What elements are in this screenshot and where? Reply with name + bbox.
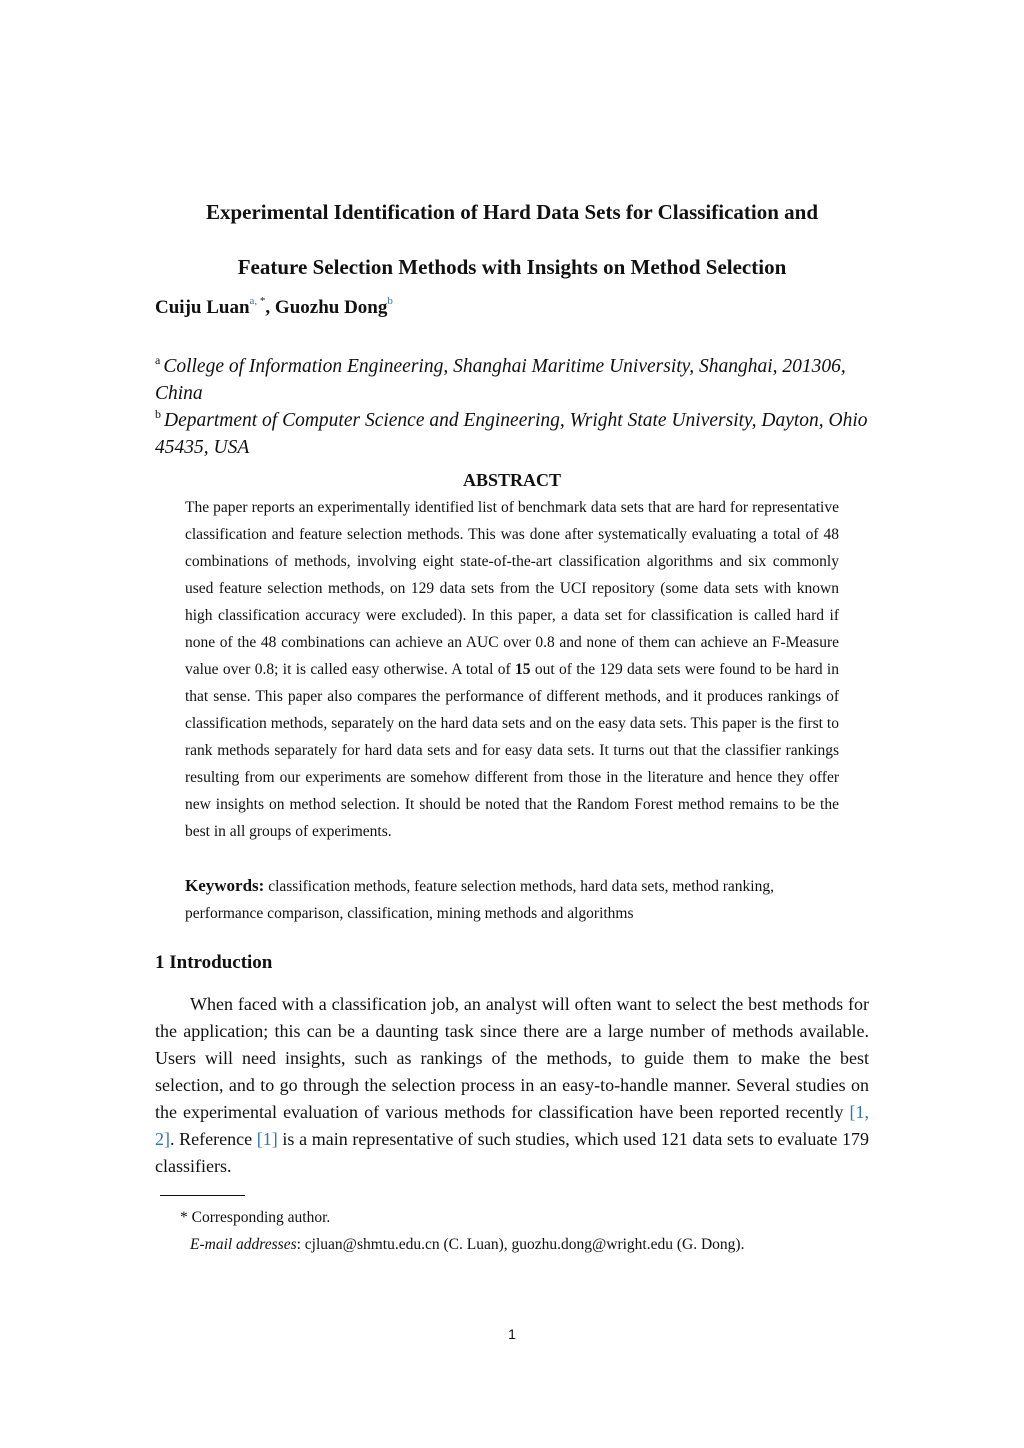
keywords-text: classification methods, feature selection methods, hard data sets, method ranking, performance comparison, classification, mining methods and algorithms	[185, 878, 774, 922]
section-heading-introduction: 1 Introduction	[155, 952, 273, 973]
abstract-body	[185, 494, 839, 845]
paper-title-line-1: Experimental Identification of Hard Data Sets for Classification and	[205, 200, 819, 224]
introduction-paragraph	[155, 991, 869, 1180]
author-list	[155, 295, 393, 319]
affiliation-text: Department of Computer Science and Engineering, Wright State University, Dayton, Ohio 45435, USA	[155, 410, 868, 458]
page-number: 1	[508, 1326, 516, 1342]
affiliation-text: College of Information Engineering, Shanghai Maritime University, Shanghai, 201306, China	[155, 356, 846, 404]
corresponding-marker: *	[259, 295, 266, 307]
intro-text: When faced with a classification job, an analyst will often want to select the best methods for the application; this can be a daunting task since there are a large number of methods available. Users will need insights, such as rankings of the methods, to guide them to make the best selection, and to go through the selection process in an easy-to-handle manner. Several studies on the experimental evaluation of various methods for classification have been reported recently	[155, 994, 869, 1122]
author-name: Guozhu Dong	[274, 297, 388, 318]
keywords-label: Keywords:	[185, 876, 265, 895]
abstract-text: out of the 129 data sets were found to be hard in that sense. This paper also compares the performance of different methods, and it produces rankings of classification methods, separately on the hard data sets and on the easy data sets. This paper is the first to rank methods separately for hard data sets and for easy data sets. It turns out that the classifier rankings resulting from our experiments are somehow different from those in the literature and hence they offer new insights on method selection. It should be noted that the Random Forest method remains to be the best in all groups of experiments.	[185, 661, 839, 840]
footnote-corresponding: * Corresponding author.	[180, 1209, 331, 1226]
affiliation	[155, 401, 875, 461]
hard-count: 15	[515, 661, 531, 678]
affiliation	[155, 347, 875, 407]
email-label: E-mail addresses	[190, 1236, 297, 1253]
author-name: Cuiju Luan	[155, 297, 250, 318]
keywords	[185, 872, 845, 927]
intro-text: is a main representative of such studies, which used 121 data sets to evaluate 179 classifiers.	[155, 1129, 869, 1176]
email-text: : cjluan@shmtu.edu.cn (C. Luan), guozhu.dong@wright.edu (G. Dong).	[296, 1236, 745, 1253]
affiliation-mark: b	[155, 407, 161, 421]
intro-text: . Reference	[170, 1129, 257, 1149]
affiliation-marker: a,	[249, 295, 260, 307]
affiliation-mark: a	[155, 353, 161, 367]
citation-link[interactable]: [1, 2]	[155, 1102, 869, 1149]
paper-title-line-2: Feature Selection Methods with Insights on Method Selection	[237, 255, 787, 279]
citation-link[interactable]: [1]	[256, 1129, 278, 1149]
abstract-text: The paper reports an experimentally identified list of benchmark data sets that are hard for representative classification and feature selection methods. This was done after systematically evaluating a total of 48 combinations of methods, involving eight state-of-the-art classification algorithms and six commonly used feature selection methods, on 129 data sets from the UCI repository (some data sets with known high classification accuracy were excluded). In this paper, a data set for classification is called hard if none of the 48 combinations can achieve an AUC over 0.8 and none of them can achieve an F-Measure value over 0.8; it is called easy otherwise. A total of	[185, 499, 839, 678]
abstract-heading: ABSTRACT	[462, 470, 562, 490]
author-separator: ,	[265, 297, 275, 318]
footnote-email	[190, 1236, 744, 1254]
footnote-divider	[160, 1195, 245, 1196]
affiliation-marker: b	[387, 295, 393, 307]
